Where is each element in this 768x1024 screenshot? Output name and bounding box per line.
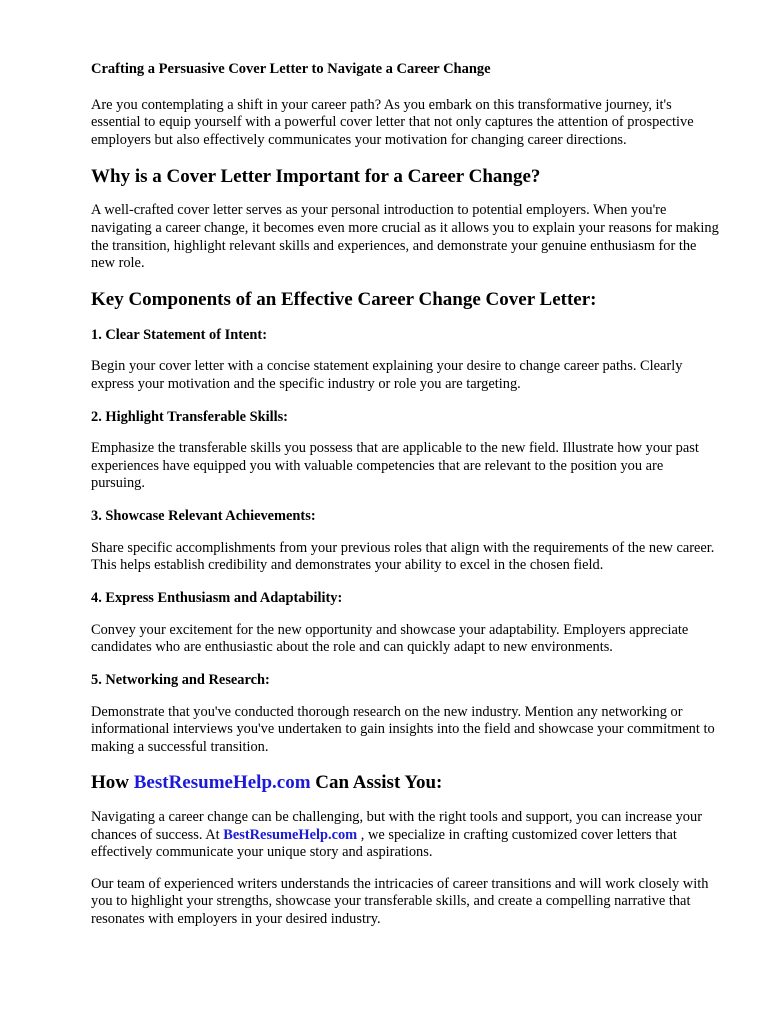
component-body-5: Demonstrate that you've conducted thorough research on the new industry. Mention any networking or informational interviews you've undertaken to gain insights into the field and showcase your commitment to making a successful transition.: [91, 703, 715, 755]
assist-paragraph-2: Our team of experienced writers understands the intricacies of career transitions and will work closely with you to highlight your strengths, showcase your transferable skills, and create a compelling narrative that resonates with employers in your desired industry.: [91, 875, 709, 928]
intro-paragraph: Are you contemplating a shift in your career path? As you embark on this transformative journey, it's essential to equip yourself with a powerful cover letter that not only captures the attention of prospective employers but also effectively communicates your motivation for changing career directions.: [91, 96, 694, 149]
section-body-why: A well-crafted cover letter serves as your personal introduction to potential employers. When you're navigating a career change, it becomes even more crucial as it allows you to explain your reasons for making the transition, highlight relevant skills and experiences, and demonstrate your genuine enthusiasm for the new role.: [91, 202, 719, 272]
component-heading-4: 4. Express Enthusiasm and Adaptability:: [91, 589, 343, 606]
component-body-1: Begin your cover letter with a concise statement explaining your desire to change career paths. Clearly express your motivation and the specific industry or role you are targeting.: [91, 358, 683, 392]
component-heading-3: 3. Showcase Relevant Achievements:: [91, 508, 316, 524]
section-heading-components: Key Components of an Effective Career Change Cover Letter:: [91, 288, 597, 310]
component-heading-5: 5. Networking and Research:: [91, 671, 270, 688]
assist-heading-link[interactable]: BestResumeHelp.com: [133, 772, 311, 794]
assist-paragraph-1: [91, 809, 720, 862]
component-body-3: Share specific accomplishments from your previous roles that align with the requirements of the new career. This helps establish credibility and demonstrates your ability to excel in the chosen field.: [91, 539, 715, 574]
assist-heading-suffix: Can Assist You:: [310, 772, 443, 794]
component-body-4: Convey your excitement for the new opportunity and showcase your adaptability. Employers appreciate candidates who are enthusiastic about the role and can quickly adapt to new environments.: [91, 621, 689, 656]
assist-p1-link[interactable]: BestResumeHelp.com: [223, 826, 358, 843]
document-title: Crafting a Persuasive Cover Letter to Navigate a Career Change: [91, 61, 491, 77]
component-heading-2: 2. Highlight Transferable Skills:: [91, 408, 288, 425]
assist-p1-after: , we specialize in crafting customized cover letters that effectively communicate your unique story and aspirations.: [91, 826, 677, 861]
section-heading-assist: [91, 772, 720, 795]
component-heading-1: 1. Clear Statement of Intent:: [91, 326, 267, 343]
assist-p1-before: Navigating a career change can be challenging, but with the right tools and support, you can increase your chances of success. At: [91, 809, 702, 843]
section-heading-why: Why is a Cover Letter Important for a Career Change?: [91, 165, 541, 187]
component-body-2: Emphasize the transferable skills you possess that are applicable to the new field. Illustrate how your past experiences have equipped you with valuable competencies that are relevant to the position you are pursuing.: [91, 440, 699, 492]
assist-heading-prefix: How: [91, 772, 134, 794]
